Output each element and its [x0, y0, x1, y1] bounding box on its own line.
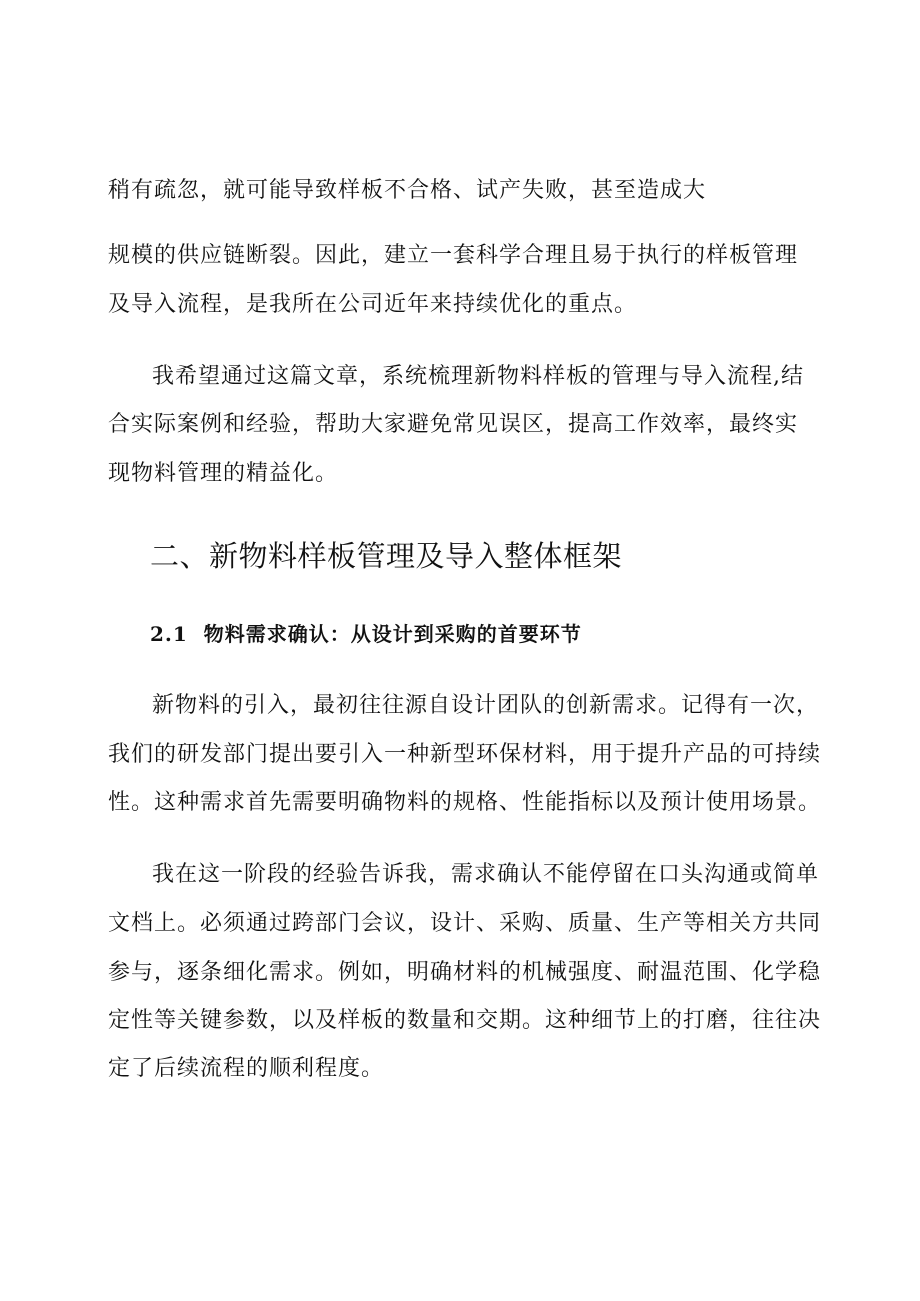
paragraph-line: 定了后续流程的顺利程度。 — [108, 1056, 385, 1081]
paragraph-line: 我们的研发部门提出要引入一种新型环保材料，用于提升产品的可持续 — [108, 742, 822, 767]
section-heading: 二、新物料样板管理及导入整体框架 — [150, 539, 623, 573]
paragraph-line: 定性等关键参数，以及样板的数量和交期。这种细节上的打磨，往往决 — [108, 1008, 822, 1033]
subsection-number: 2.1 — [150, 622, 188, 646]
paragraph-line: 现物料管理的精益化。 — [108, 461, 339, 486]
subsection-title: 物料需求确认：从设计到采购的首要环节 — [203, 622, 582, 646]
paragraph-line: 我在这一阶段的经验告诉我，需求确认不能停留在口头沟通或简单 — [152, 862, 820, 887]
paragraph-line: 规模的供应链断裂。因此，建立一套科学合理且易于执行的样板管理 — [108, 243, 799, 268]
paragraph-line: 及导入流程，是我所在公司近年来持续优化的重点。 — [108, 292, 638, 317]
paragraph-line: 性。这种需求首先需要明确物料的规格、性能指标以及预计使用场景。 — [108, 790, 822, 815]
paragraph-line: 稍有疏忽，就可能导致样板不合格、试产失败，甚至造成大 — [108, 178, 707, 203]
paragraph-line: 文档上。必须通过跨部门会议，设计、采购、质量、生产等相关方共同 — [108, 911, 822, 936]
paragraph-line: 我希望通过这篇文章，系统梳理新物料样板的管理与导入流程,结 — [152, 364, 804, 389]
subsection-heading — [150, 620, 582, 648]
paragraph-line: 新物料的引入，最初往往源自设计团队的创新需求。记得有一次， — [152, 693, 820, 718]
paragraph-line: 合实际案例和经验，帮助大家避免常见误区，提高工作效率，最终实 — [108, 412, 799, 437]
paragraph-line: 参与，逐条细化需求。例如，明确材料的机械强度、耐温范围、化学稳 — [108, 960, 822, 985]
